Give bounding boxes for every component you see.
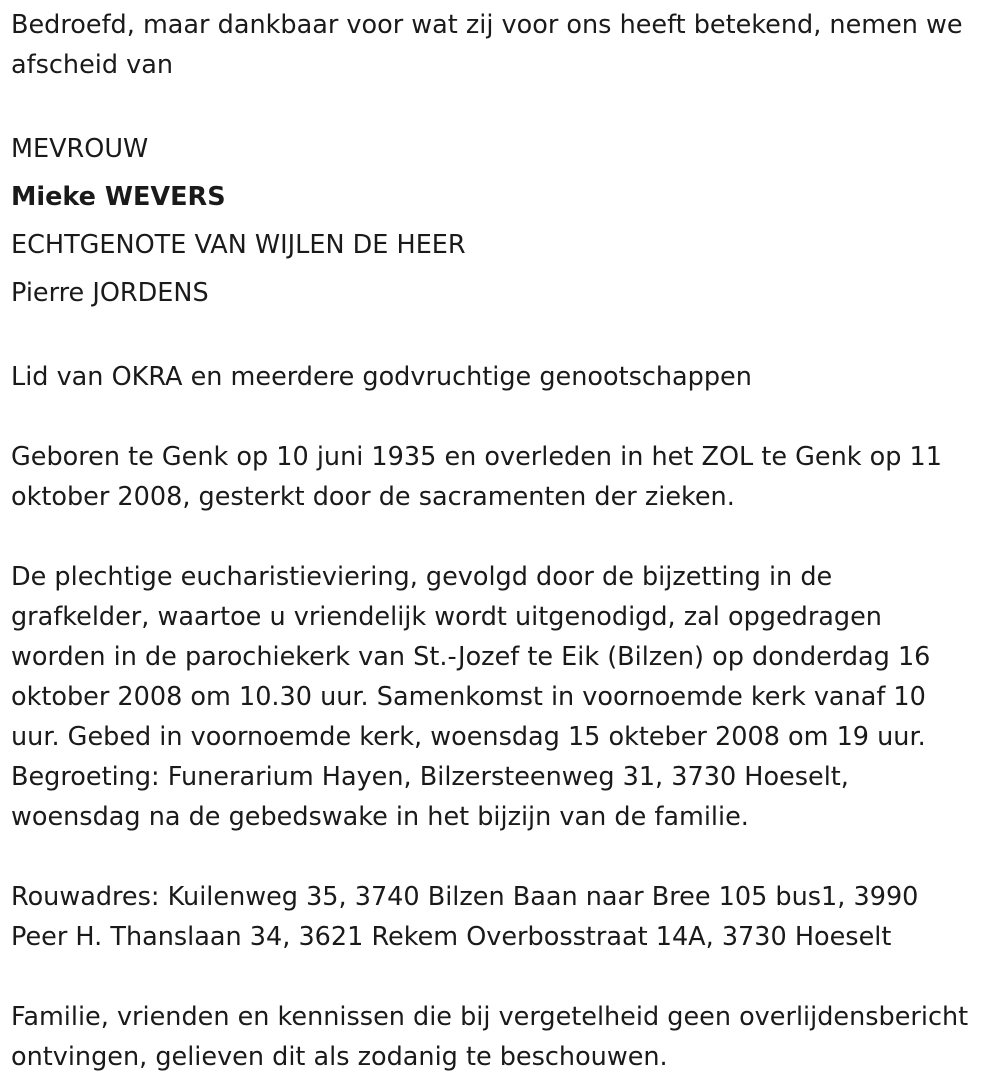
membership-text: Lid van OKRA en meerdere godvruchtige genootschappen bbox=[11, 362, 752, 392]
title-text: MEVROUW bbox=[11, 134, 149, 164]
spacer bbox=[11, 317, 971, 357]
obituary-notice bbox=[11, 5, 971, 1077]
intro-text: Bedroefd, maar dankbaar voor wat zij voor ons heeft betekend, nemen we afscheid van bbox=[11, 10, 963, 80]
spacer bbox=[11, 85, 971, 125]
spouse-name: Pierre JORDENS bbox=[11, 278, 209, 308]
birth-death-text: Geboren te Genk op 10 juni 1935 en overleden in het ZOL te Genk op 11 oktober 2008, gesterkt door de sacramenten der zieken. bbox=[11, 442, 942, 512]
spacer bbox=[11, 397, 971, 437]
deceased-name: Mieke WEVERS bbox=[11, 182, 226, 212]
spacer bbox=[11, 517, 971, 557]
addresses-text: Rouwadres: Kuilenweg 35, 3740 Bilzen Baan naar Bree 105 bus1, 3990 Peer H. Thanslaan 34, 3621 Rekem Overbosstraat 14A, 3730 Hoeselt bbox=[11, 882, 919, 952]
relation-text: ECHTGENOTE VAN WIJLEN DE HEER bbox=[11, 230, 466, 260]
spacer bbox=[11, 837, 971, 877]
spacer bbox=[11, 957, 971, 997]
ceremony-text: De plechtige eucharistieviering, gevolgd door de bijzetting in de grafkelder, waartoe u vriendelijk wordt uitgenodigd, zal opgedragen worden in de parochiekerk van St.-Jozef te Eik (Bilzen) op donderdag 16 oktober 2008 om 10.30 uur. Samenkomst in voornoemde kerk vanaf 10 uur. Gebed in voornoemde kerk, woensdag 15 okteber 2008 om 19 uur. Begroeting: Funerarium Hayen, Bilzersteenweg 31, 3730 Hoeselt, woensdag na de gebedswake in het bijzijn van de familie. bbox=[11, 562, 931, 832]
closing-text: Familie, vrienden en kennissen die bij vergetelheid geen overlijdensbericht ontvingen, gelieven dit als zodanig te beschouwen. bbox=[11, 1002, 969, 1072]
